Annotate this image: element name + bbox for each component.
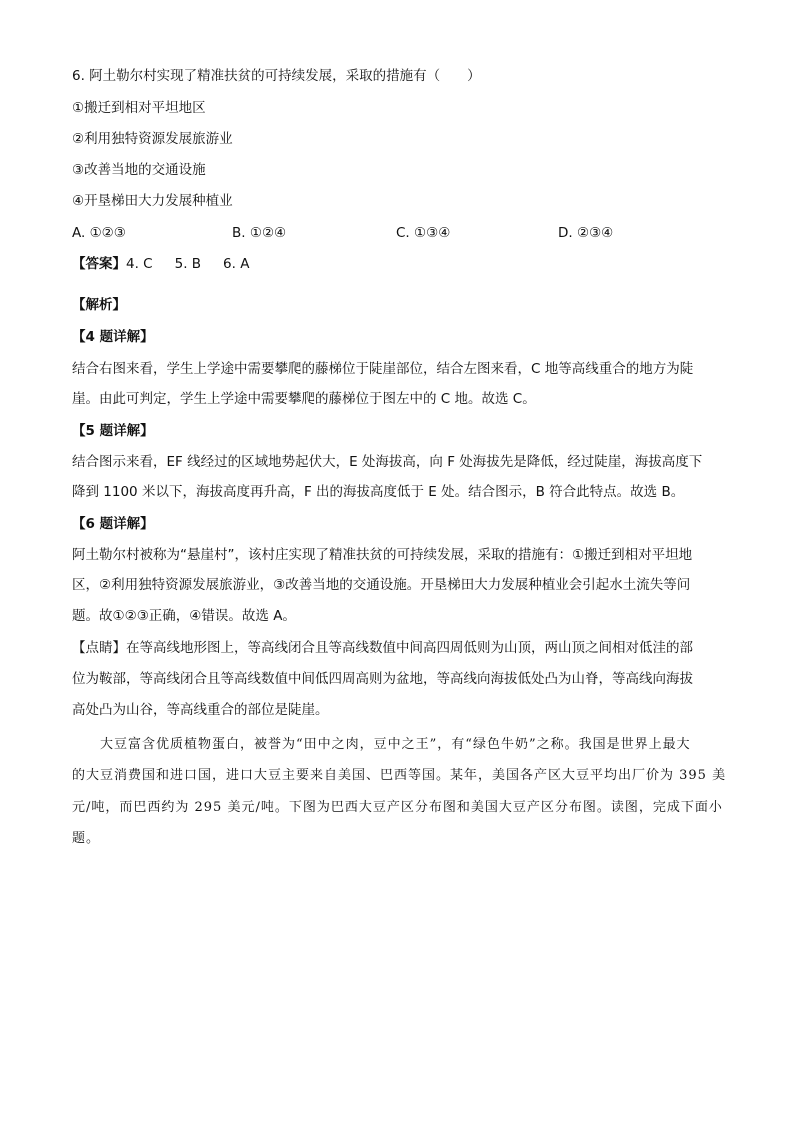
q4-text-line-1: 结合右图来看，学生上学途中需要攀爬的藤梯位于陡崖部位，结合左图来看，C 地等高线重合的地方为陡 — [72, 361, 694, 377]
question-6-stem: 6. 阿土勒尔村实现了精准扶贫的可持续发展，采取的措施有（ ） — [72, 68, 481, 84]
q4-heading: 【4 题详解】 — [72, 329, 154, 345]
question-6-item-3: ③改善当地的交通设施 — [72, 162, 206, 178]
q5-text-line-2: 降到 1100 米以下，海拔高度再升高，F 出的海拔高度低于 E 处。结合图示，B 符合此特点。故选 B。 — [72, 484, 685, 500]
answer-item-4: 4. C — [126, 256, 153, 272]
answer-tag: 【答案】 — [72, 256, 126, 272]
question-6-item-4: ④开垦梯田大力发展种植业 — [72, 193, 233, 209]
answer-item-5: 5. B — [174, 256, 202, 272]
answer-item-6: 6. A — [223, 256, 250, 272]
answer-line — [72, 254, 271, 274]
option-b: B. ①②④ — [232, 225, 287, 241]
q4-text-line-2: 崖。由此可判定，学生上学途中需要攀爬的藤梯位于图左中的 C 地。故选 C。 — [72, 391, 536, 407]
passage-line-3: 元/吨，而巴西约为 295 美元/吨。下图为巴西大豆产区分布图和美国大豆产区分布图。读图，完成下面小 — [72, 800, 723, 815]
q6-text-line-3: 题。故①②③正确，④错误。故选 A。 — [72, 608, 296, 624]
q6-heading: 【6 题详解】 — [72, 516, 154, 532]
passage-line-1: 大豆富含优质植物蛋白，被誉为“田中之肉，豆中之王”，有“绿色牛奶”之称。我国是世界上最大 — [100, 737, 691, 752]
q5-heading: 【5 题详解】 — [72, 423, 154, 439]
q5-text-line-1: 结合图示来看，EF 线经过的区域地势起伏大，E 处海拔高，向 F 处海拔先是降低，经过陡崖，海拔高度下 — [72, 454, 703, 470]
analysis-heading: 【解析】 — [72, 297, 126, 313]
tip-line-1: 【点睛】在等高线地形图上，等高线闭合且等高线数值中间高四周低则为山顶，两山顶之间相对低洼的部 — [72, 640, 693, 656]
question-6-item-2: ②利用独特资源发展旅游业 — [72, 131, 233, 147]
q6-text-line-2: 区，②利用独特资源发展旅游业，③改善当地的交通设施。开垦梯田大力发展种植业会引起水土流失等问 — [72, 577, 691, 593]
tip-line-2: 位为鞍部，等高线闭合且等高线数值中间低四周高则为盆地，等高线向海拔低处凸为山脊，等高线向海拔 — [72, 671, 693, 687]
question-6-item-1: ①搬迁到相对平坦地区 — [72, 100, 206, 116]
q6-text-line-1: 阿土勒尔村被称为“悬崖村”，该村庄实现了精准扶贫的可持续发展，采取的措施有：①搬迁到相对平坦地 — [72, 547, 693, 563]
tip-line-3: 高处凸为山谷，等高线重合的部位是陡崖。 — [72, 702, 329, 718]
option-d: D. ②③④ — [558, 225, 614, 241]
option-a: A. ①②③ — [72, 225, 126, 241]
passage-line-4: 题。 — [72, 831, 101, 846]
passage-line-2: 的大豆消费国和进口国，进口大豆主要来自美国、巴西等国。某年，美国各产区大豆平均出厂价为 395 美 — [72, 768, 727, 783]
option-c: C. ①③④ — [396, 225, 451, 241]
